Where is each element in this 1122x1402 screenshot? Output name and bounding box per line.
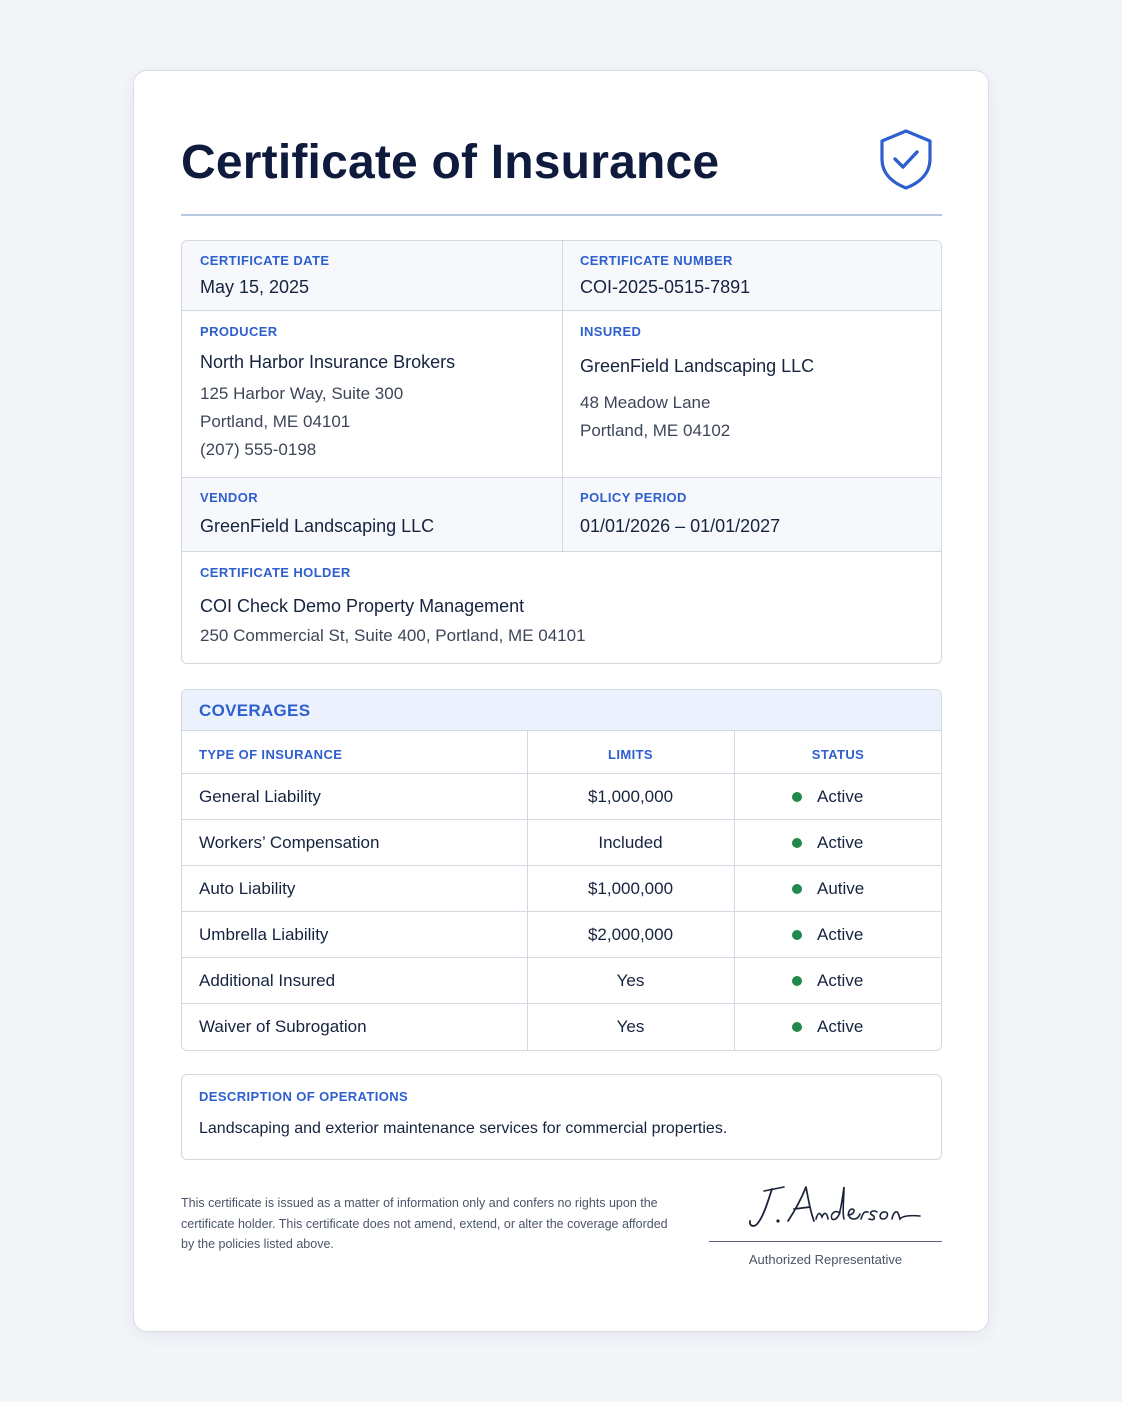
coverage-status: Autive bbox=[817, 879, 865, 898]
column-header-limits: LIMITS bbox=[607, 747, 653, 762]
vendor-cell bbox=[182, 478, 562, 551]
coverages-title: COVERAGES bbox=[199, 701, 311, 720]
policy-period-cell bbox=[562, 478, 942, 551]
coverage-type: Waiver of Subrogation bbox=[199, 1017, 367, 1036]
certificate-card bbox=[133, 70, 989, 1332]
coverage-status: Active bbox=[817, 925, 864, 944]
table-row bbox=[182, 773, 941, 819]
insured-cell bbox=[562, 311, 942, 477]
coverage-status: Active bbox=[817, 833, 864, 852]
status-dot-icon bbox=[792, 884, 802, 894]
status-dot-icon bbox=[792, 1022, 802, 1032]
operations-text: Landscaping and exterior maintenance services for commercial properties. bbox=[199, 1120, 728, 1137]
status-dot-icon bbox=[792, 792, 802, 802]
producer-address-line1: 125 Harbor Way, Suite 300 bbox=[200, 384, 404, 403]
vendor-label: VENDOR bbox=[200, 490, 259, 505]
certificate-date-value: May 15, 2025 bbox=[200, 277, 310, 297]
certificate-holder-address: 250 Commercial St, Suite 400, Portland, ME 04101 bbox=[200, 626, 586, 645]
status-dot-icon bbox=[792, 930, 802, 940]
certificate-number-value: COI-2025-0515-7891 bbox=[580, 277, 751, 297]
operations-label: DESCRIPTION OF OPERATIONS bbox=[199, 1089, 409, 1104]
insured-address-line2: Portland, ME 04102 bbox=[580, 421, 731, 440]
policy-period-label: POLICY PERIOD bbox=[580, 490, 687, 505]
coverage-limit: Included bbox=[598, 833, 663, 852]
certificate-number-cell bbox=[562, 241, 942, 310]
column-header-type: TYPE OF INSURANCE bbox=[199, 747, 343, 762]
certificate-holder-name: COI Check Demo Property Management bbox=[200, 596, 525, 616]
producer-address-line2: Portland, ME 04101 bbox=[200, 412, 351, 431]
coverage-type: Auto Liability bbox=[199, 879, 296, 898]
description-of-operations bbox=[181, 1074, 942, 1160]
coverage-type: General Liability bbox=[199, 787, 321, 806]
certificate-details bbox=[181, 240, 942, 664]
policy-period-value: 01/01/2026 – 01/01/2027 bbox=[580, 516, 781, 536]
insured-address-line1: 48 Meadow Lane bbox=[580, 393, 711, 412]
table-row bbox=[182, 1003, 941, 1049]
certificate-date-label: CERTIFICATE DATE bbox=[200, 253, 330, 268]
disclaimer-text: This certificate is issued as a matter of information only and confers no rights upon the certificate holder. This certificate does not amend, extend, or alter the coverage afforded by the policies listed above. bbox=[181, 1196, 668, 1251]
coverage-type: Additional Insured bbox=[199, 971, 336, 990]
coverage-type: Workers’ Compensation bbox=[199, 833, 380, 852]
insured-label: INSURED bbox=[580, 324, 642, 339]
table-row bbox=[182, 865, 941, 911]
coverage-status: Active bbox=[817, 787, 864, 806]
producer-phone: (207) 555-0198 bbox=[200, 440, 317, 459]
certificate-holder-label: CERTIFICATE HOLDER bbox=[200, 565, 351, 580]
shield-check-icon bbox=[876, 127, 936, 191]
status-dot-icon bbox=[792, 838, 802, 848]
coverage-limit: $1,000,000 bbox=[587, 787, 674, 806]
producer-cell bbox=[182, 311, 562, 477]
page-title: Certificate of Insurance bbox=[181, 136, 720, 189]
title-divider bbox=[181, 214, 942, 216]
status-dot-icon bbox=[792, 976, 802, 986]
producer-name: North Harbor Insurance Brokers bbox=[200, 352, 456, 372]
column-header-status: STATUS bbox=[811, 747, 865, 762]
signature-line bbox=[709, 1241, 942, 1242]
coverage-limit: Yes bbox=[616, 1017, 645, 1036]
vendor-value: GreenField Landscaping LLC bbox=[200, 516, 435, 536]
coverage-type: Umbrella Liability bbox=[199, 925, 329, 944]
coverage-status: Active bbox=[817, 971, 864, 990]
certificate-date-cell bbox=[182, 241, 562, 310]
certificate-holder-cell bbox=[182, 552, 942, 664]
certificate-number-label: CERTIFICATE NUMBER bbox=[580, 253, 733, 268]
coverage-limit: $1,000,000 bbox=[587, 879, 674, 898]
coverages-table bbox=[181, 689, 942, 1051]
coverage-limit: Yes bbox=[616, 971, 645, 990]
column-divider bbox=[562, 241, 563, 551]
table-row bbox=[182, 911, 941, 957]
coverage-limit: $2,000,000 bbox=[587, 925, 674, 944]
table-row bbox=[182, 819, 941, 865]
producer-label: PRODUCER bbox=[200, 324, 278, 339]
signature-label: Authorized Representative bbox=[748, 1252, 903, 1267]
table-row bbox=[182, 957, 941, 1003]
signature bbox=[744, 1179, 934, 1235]
insured-name: GreenField Landscaping LLC bbox=[580, 356, 815, 376]
coverages-header bbox=[182, 690, 941, 731]
coverage-status: Active bbox=[817, 1017, 864, 1036]
